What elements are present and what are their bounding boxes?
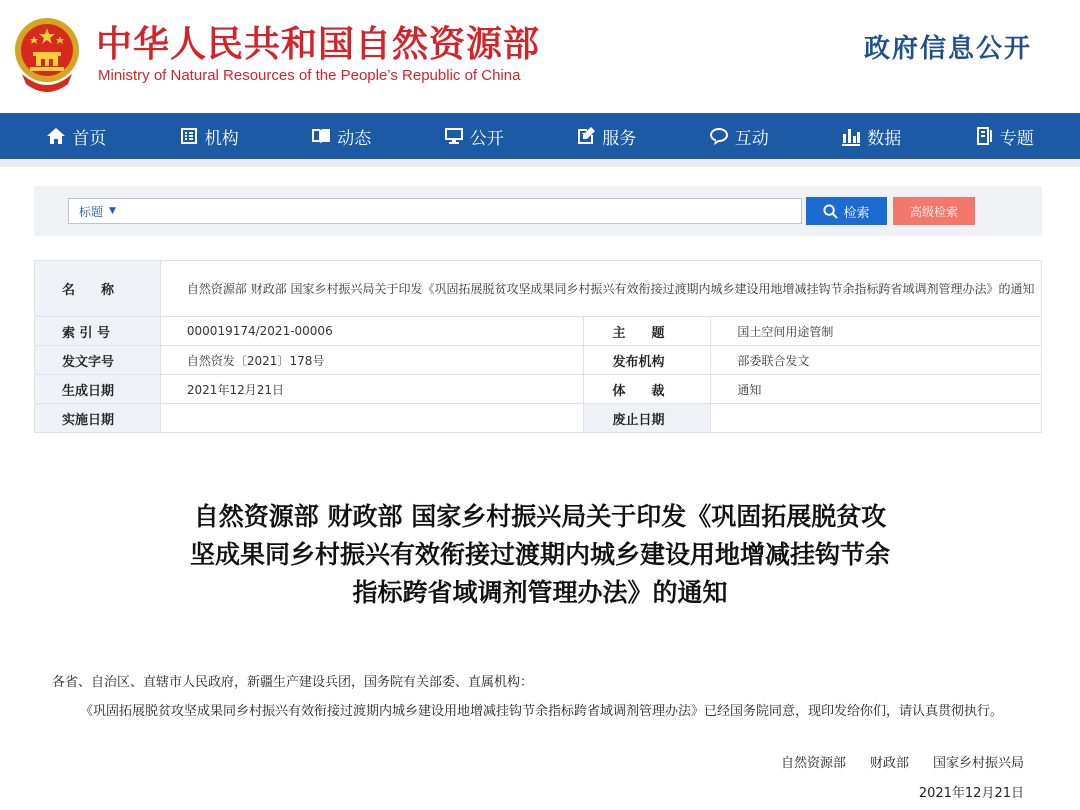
nav-item-interaction[interactable] xyxy=(709,124,769,149)
expire-date-value xyxy=(711,404,1042,433)
nav-item-label: 公开 xyxy=(469,128,504,149)
index-label: 索 引 号 xyxy=(35,317,161,346)
search-button[interactable] xyxy=(806,197,887,225)
signer-nrra: 国家乡村振兴局 xyxy=(932,756,1024,771)
search-type-dropdown[interactable] xyxy=(69,203,116,220)
nav-item-news[interactable] xyxy=(311,124,371,149)
edit-icon xyxy=(576,126,596,146)
issuer-value: 部委联合发文 xyxy=(711,346,1042,375)
date-value: 2021年12月21日 xyxy=(160,375,584,404)
site-subtitle-en: Ministry of Natural Resources of the People’s Republic of China xyxy=(98,67,521,84)
subject-label: 主 题 xyxy=(584,317,711,346)
name-value: 自然资源部 财政部 国家乡村振兴局关于印发《巩固拓展脱贫攻坚成果同乡村振兴有效衔接过渡期内城乡建设用地增减挂钩节余指标跨省域调剂管理办法》的通知 xyxy=(160,261,1041,317)
nav-item-label: 服务 xyxy=(602,128,637,149)
monitor-icon xyxy=(444,126,464,146)
national-emblem-icon[interactable] xyxy=(12,14,82,94)
expire-date-label: 废止日期 xyxy=(584,404,711,433)
search-type-label: 标题 xyxy=(79,204,104,219)
nav-item-service[interactable] xyxy=(576,124,636,149)
search-icon xyxy=(823,204,838,219)
date-label: 生成日期 xyxy=(35,375,161,404)
genre-label: 体 裁 xyxy=(584,375,711,404)
nav-item-data[interactable] xyxy=(841,124,901,149)
nav-item-label: 数据 xyxy=(867,128,902,149)
chat-icon xyxy=(709,126,729,146)
nav-item-home[interactable] xyxy=(46,124,106,149)
search-button-label: 检索 xyxy=(843,205,870,221)
nav-item-label: 首页 xyxy=(72,128,107,149)
nav-item-label: 动态 xyxy=(337,128,372,149)
gov-info-disclosure-link[interactable]: 政府信息公开 xyxy=(863,34,1032,64)
organization-icon xyxy=(179,126,199,146)
document-body xyxy=(52,668,1032,726)
main-nav xyxy=(0,113,1080,159)
advanced-search-button[interactable]: 高级检索 xyxy=(893,197,975,225)
nav-item-label: 专题 xyxy=(999,128,1034,149)
signer-mnr: 自然资源部 xyxy=(780,756,846,771)
docno-value: 自然资发〔2021〕178号 xyxy=(160,346,584,375)
nav-item-public[interactable] xyxy=(444,124,504,149)
bar-chart-icon xyxy=(841,126,861,146)
document-paragraph: 《巩固拓展脱贫攻坚成果同乡村振兴有效衔接过渡期内城乡建设用地增减挂钩节余指标跨省域调剂管理办法》已经国务院同意，现印发给你们，请认真贯彻执行。 xyxy=(80,704,1004,719)
book-icon xyxy=(311,126,331,146)
signer-mof: 财政部 xyxy=(869,756,909,771)
effective-date-label: 实施日期 xyxy=(35,404,161,433)
search-input[interactable] xyxy=(126,199,801,223)
docno-label: 发文字号 xyxy=(35,346,161,375)
search-box xyxy=(68,198,802,224)
document-recipients: 各省、自治区、直辖市人民政府，新疆生产建设兵团，国务院有关部委、直属机构： xyxy=(52,675,534,690)
subject-value: 国土空间用途管制 xyxy=(711,317,1042,346)
genre-value: 通知 xyxy=(711,375,1042,404)
issuer-label: 发布机构 xyxy=(584,346,711,375)
document-date: 2021年12月21日 xyxy=(918,786,1024,801)
nav-item-label: 机构 xyxy=(204,128,239,149)
site-header xyxy=(0,0,1080,113)
effective-date-value xyxy=(160,404,584,433)
document-title: 自然资源部 财政部 国家乡村振兴局关于印发《巩固拓展脱贫攻坚成果同乡村振兴有效衔接过渡期内城乡建设用地增减挂钩节余指标跨省域调剂管理办法》的通知 xyxy=(190,502,891,607)
nav-shadow xyxy=(0,159,1080,167)
index-value: 000019174/2021-00006 xyxy=(160,317,584,346)
site-title[interactable]: 中华人民共和国自然资源部 xyxy=(96,24,541,65)
caret-down-icon: ▼ xyxy=(109,206,116,216)
search-panel xyxy=(34,186,1042,236)
nav-item-organization[interactable] xyxy=(179,124,239,149)
home-icon xyxy=(46,126,66,146)
nav-item-topic[interactable] xyxy=(974,124,1034,149)
document-signers xyxy=(781,752,1024,771)
document-info-table xyxy=(34,260,1042,433)
nav-item-label: 互动 xyxy=(734,128,769,149)
topic-icon xyxy=(974,126,994,146)
name-label: 名 称 xyxy=(35,261,161,317)
